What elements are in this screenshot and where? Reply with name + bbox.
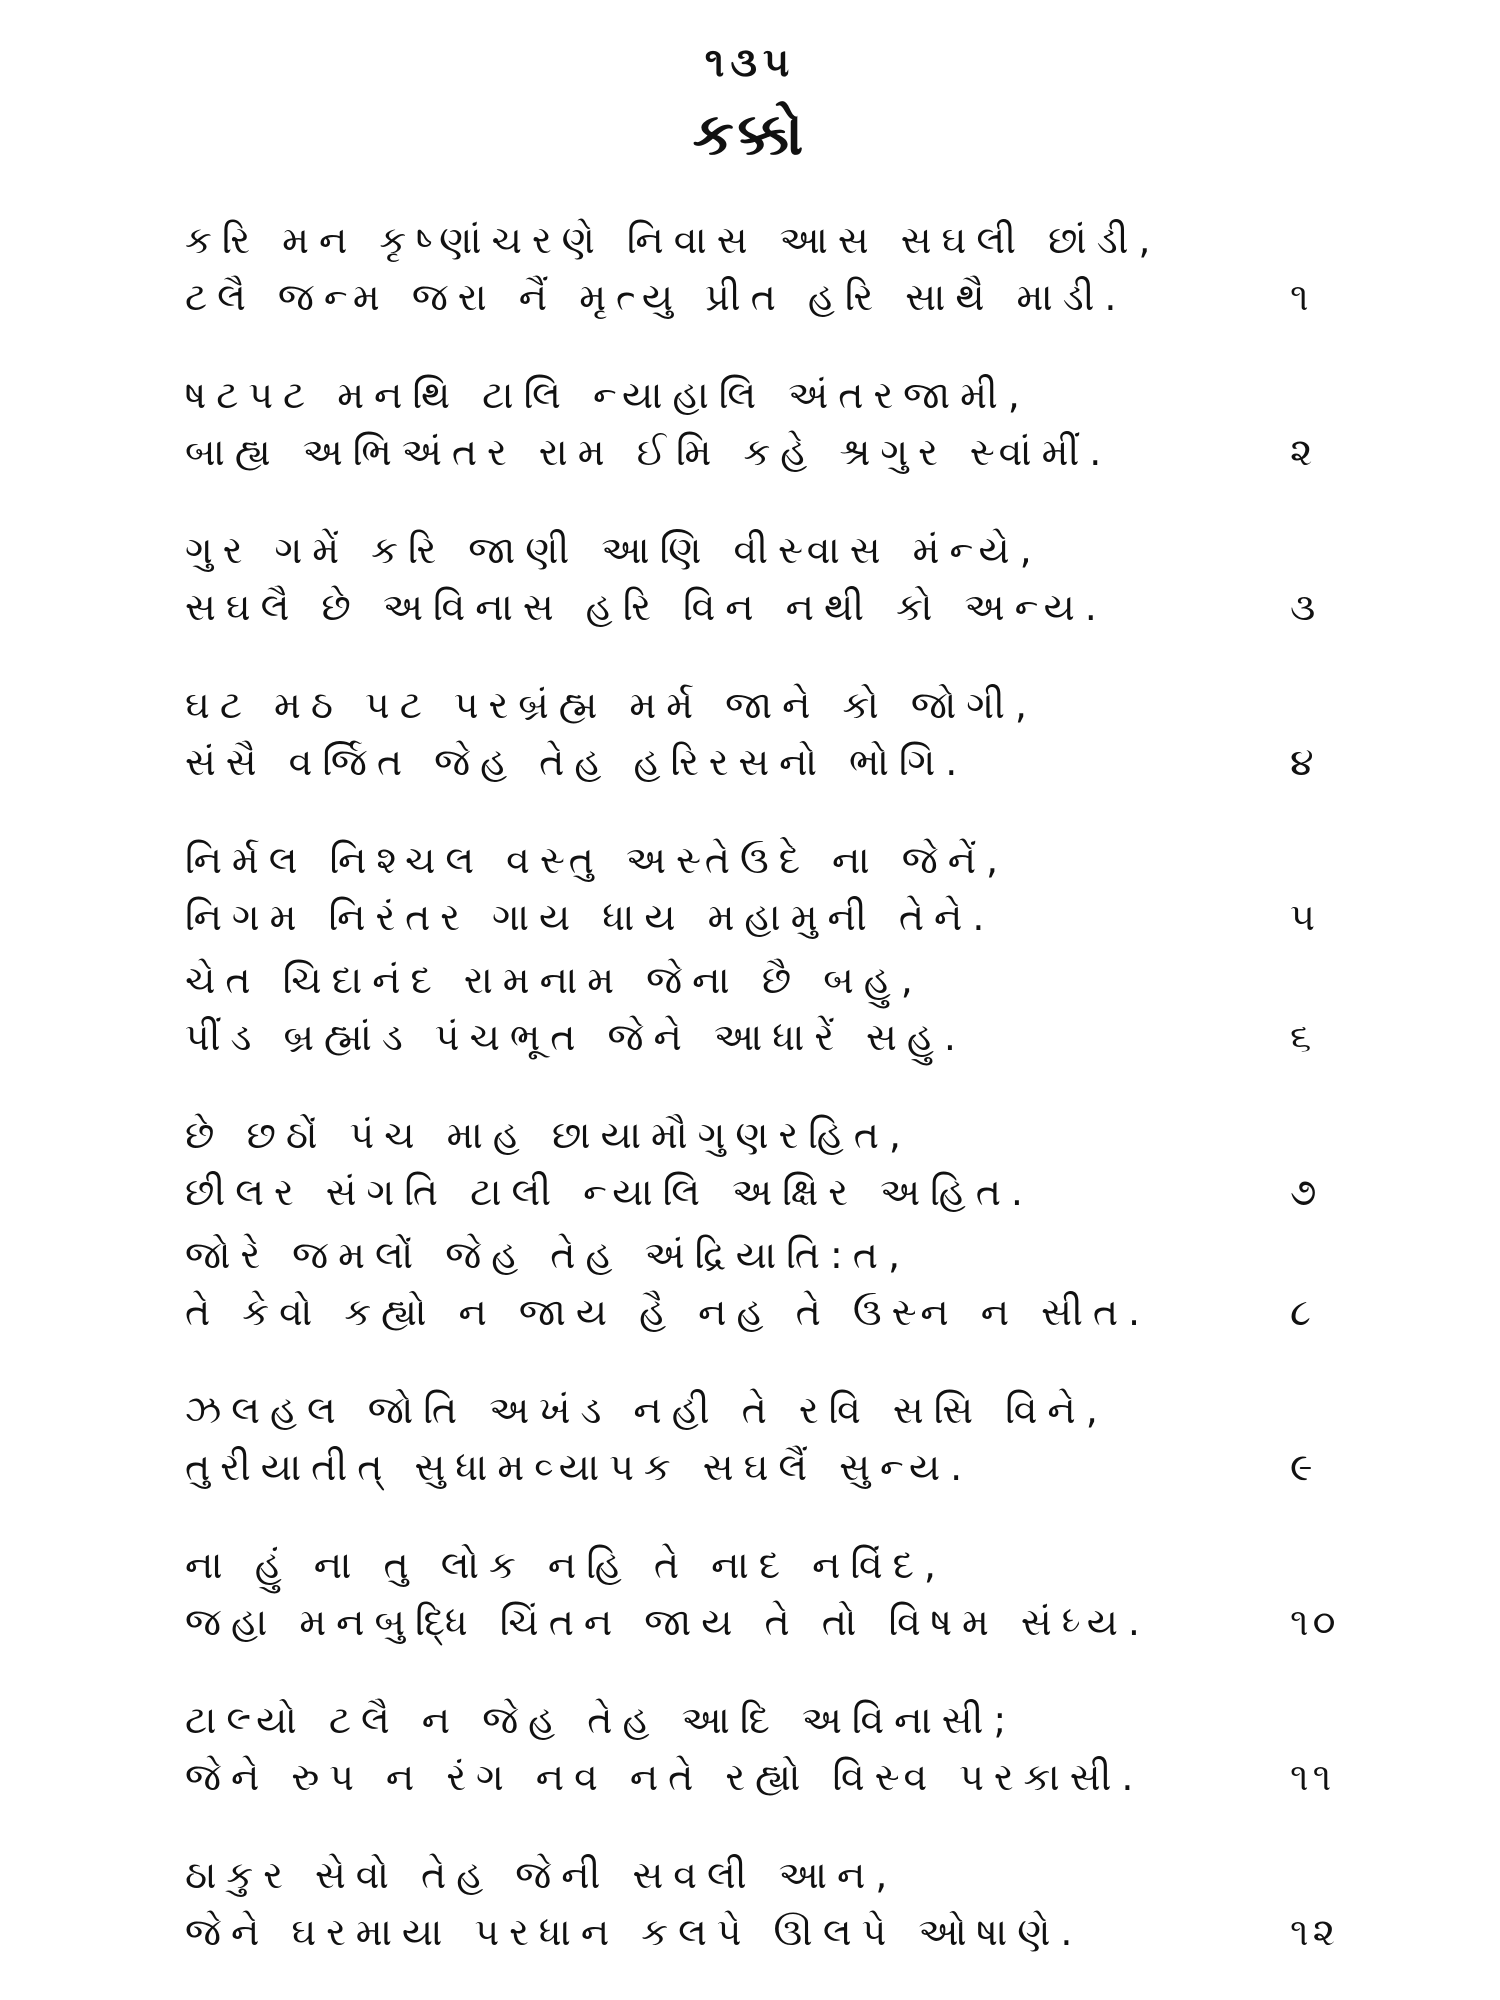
verse-line-text: તુરીયાતીત્ સુધામવ્યાપક સઘલૈં સુન્ય. xyxy=(185,1445,973,1489)
verse-number: ૭ xyxy=(1290,1170,1321,1214)
verse-number: ૬ xyxy=(1290,1015,1316,1059)
verse-number: ૧૧ xyxy=(1290,1755,1336,1799)
verse-2-line-1: ષટપટ મનથિ ટાલિ ન્યાહાલિ અંતરજામી, xyxy=(185,373,1030,417)
verse-5-line-2 xyxy=(185,892,1335,942)
verse-number: ૩ xyxy=(1290,585,1320,629)
verse-4-line-2 xyxy=(185,737,1335,787)
verse-number: ૧ xyxy=(1290,275,1313,319)
verse-line-text: બાહ્ય અભિઅંતર રામ ઈમિ કહે શ્રગુર સ્વાંમીં. xyxy=(185,430,1112,474)
verse-line-text: તે કેવો કહ્યો ન જાય હૈ નહ તે ઉસ્ન ન સીત. xyxy=(185,1290,1151,1334)
verse-line-text: જેને રુપ ન રંગ નવ નતે રહ્યો વિસ્વ પરકાસી. xyxy=(185,1755,1144,1799)
verse-3-line-1: ગુર ગમેં કરિ જાણી આણિ વીસ્વાસ મંન્યે, xyxy=(185,528,1042,572)
verse-11-line-2 xyxy=(185,1752,1335,1802)
verse-number: ૫ xyxy=(1290,895,1319,939)
verse-number: ૧૦ xyxy=(1290,1600,1340,1644)
verse-line-text: સંસૈ વર્જિત જેહ તેહ હરિરસનો ભોગિ. xyxy=(185,740,968,784)
verse-4-line-1: ઘટ મઠ પટ પરબ્રંહ્મ મર્મ જાને કો જોગી, xyxy=(185,683,1037,727)
verse-12-line-2 xyxy=(185,1907,1339,1957)
verse-line-text: પીંડ બ્રહ્માંડ પંચભૂત જેને આધારેં સહુ. xyxy=(185,1015,966,1059)
page-title: કક્કો xyxy=(692,100,808,168)
verse-line-text: છીલર સંગતિ ટાલી ન્યાલિ અક્ષિર અહિત. xyxy=(185,1170,1034,1214)
verse-number: ૪ xyxy=(1290,740,1318,784)
verse-number: ૮ xyxy=(1290,1290,1315,1334)
verse-5-line-1: નિર્મલ નિશ્ચલ વસ્તુ અસ્તેઉદે ના જેનેં, xyxy=(185,838,1009,882)
verse-9-line-2 xyxy=(185,1442,1335,1492)
verse-10-line-2 xyxy=(185,1597,1340,1647)
verse-line-text: સઘલૈ છે અવિનાસ હરિ વિન નથી કો અન્ય. xyxy=(185,585,1107,629)
verse-7-line-1: છે છઠોં પંચ માહ છાયામૌગુણરહિત, xyxy=(185,1113,912,1157)
verse-3-line-2 xyxy=(185,582,1335,632)
verse-1-line-2 xyxy=(185,272,1335,322)
verse-8-line-2 xyxy=(185,1287,1335,1337)
verse-11-line-1: ટાલ્યો ટલૈ ન જેહ તેહ આદિ અવિનાસી; xyxy=(185,1698,1017,1742)
verse-10-line-1: ના હું ના તુ લોક નહિ તે નાદ નવિંદ, xyxy=(185,1543,947,1587)
verse-8-line-1: જોરે જમલોં જેહ તેહ અંદ્રિયાતિ:ત, xyxy=(185,1233,911,1277)
verse-line-text: જહા મનબુદ્ધિ ચિંતન જાય તે તો વિષમ સંધ્ય. xyxy=(185,1600,1150,1644)
verse-number: ૯ xyxy=(1290,1445,1317,1489)
verse-1-line-1: કરિ મન કૃષ્ણાંચરણે નિવાસ આસ સઘલી છાંડી, xyxy=(185,218,1161,262)
verse-9-line-1: ઝલહલ જોતિ અખંડ નહી તે રવિ સસિ વિને, xyxy=(185,1388,1108,1432)
verse-number: ૨ xyxy=(1290,430,1317,474)
verse-6-line-1: ચેત ચિદાનંદ રામનામ જેના છૈ બહુ, xyxy=(185,958,923,1002)
verse-12-line-1: ઠાકુર સેવો તેહ જેની સવલી આન, xyxy=(185,1853,898,1897)
verse-number: ૧૨ xyxy=(1290,1910,1339,1954)
verse-line-text: નિગમ નિરંતર ગાય ધાય મહામુની તેને. xyxy=(185,895,995,939)
verse-6-line-2 xyxy=(185,1012,1335,1062)
verse-line-text: જેને ઘરમાયા પરધાન કલપે ઊલપે ઓષાણે. xyxy=(185,1910,1083,1954)
page-number: ૧૩૫ xyxy=(704,40,796,86)
verse-7-line-2 xyxy=(185,1167,1335,1217)
verse-2-line-2 xyxy=(185,427,1335,477)
verse-line-text: ટલૈ જન્મ જરા નૈં મૃત્યુ પ્રીત હરિ સાથૈ માડી. xyxy=(185,275,1127,319)
